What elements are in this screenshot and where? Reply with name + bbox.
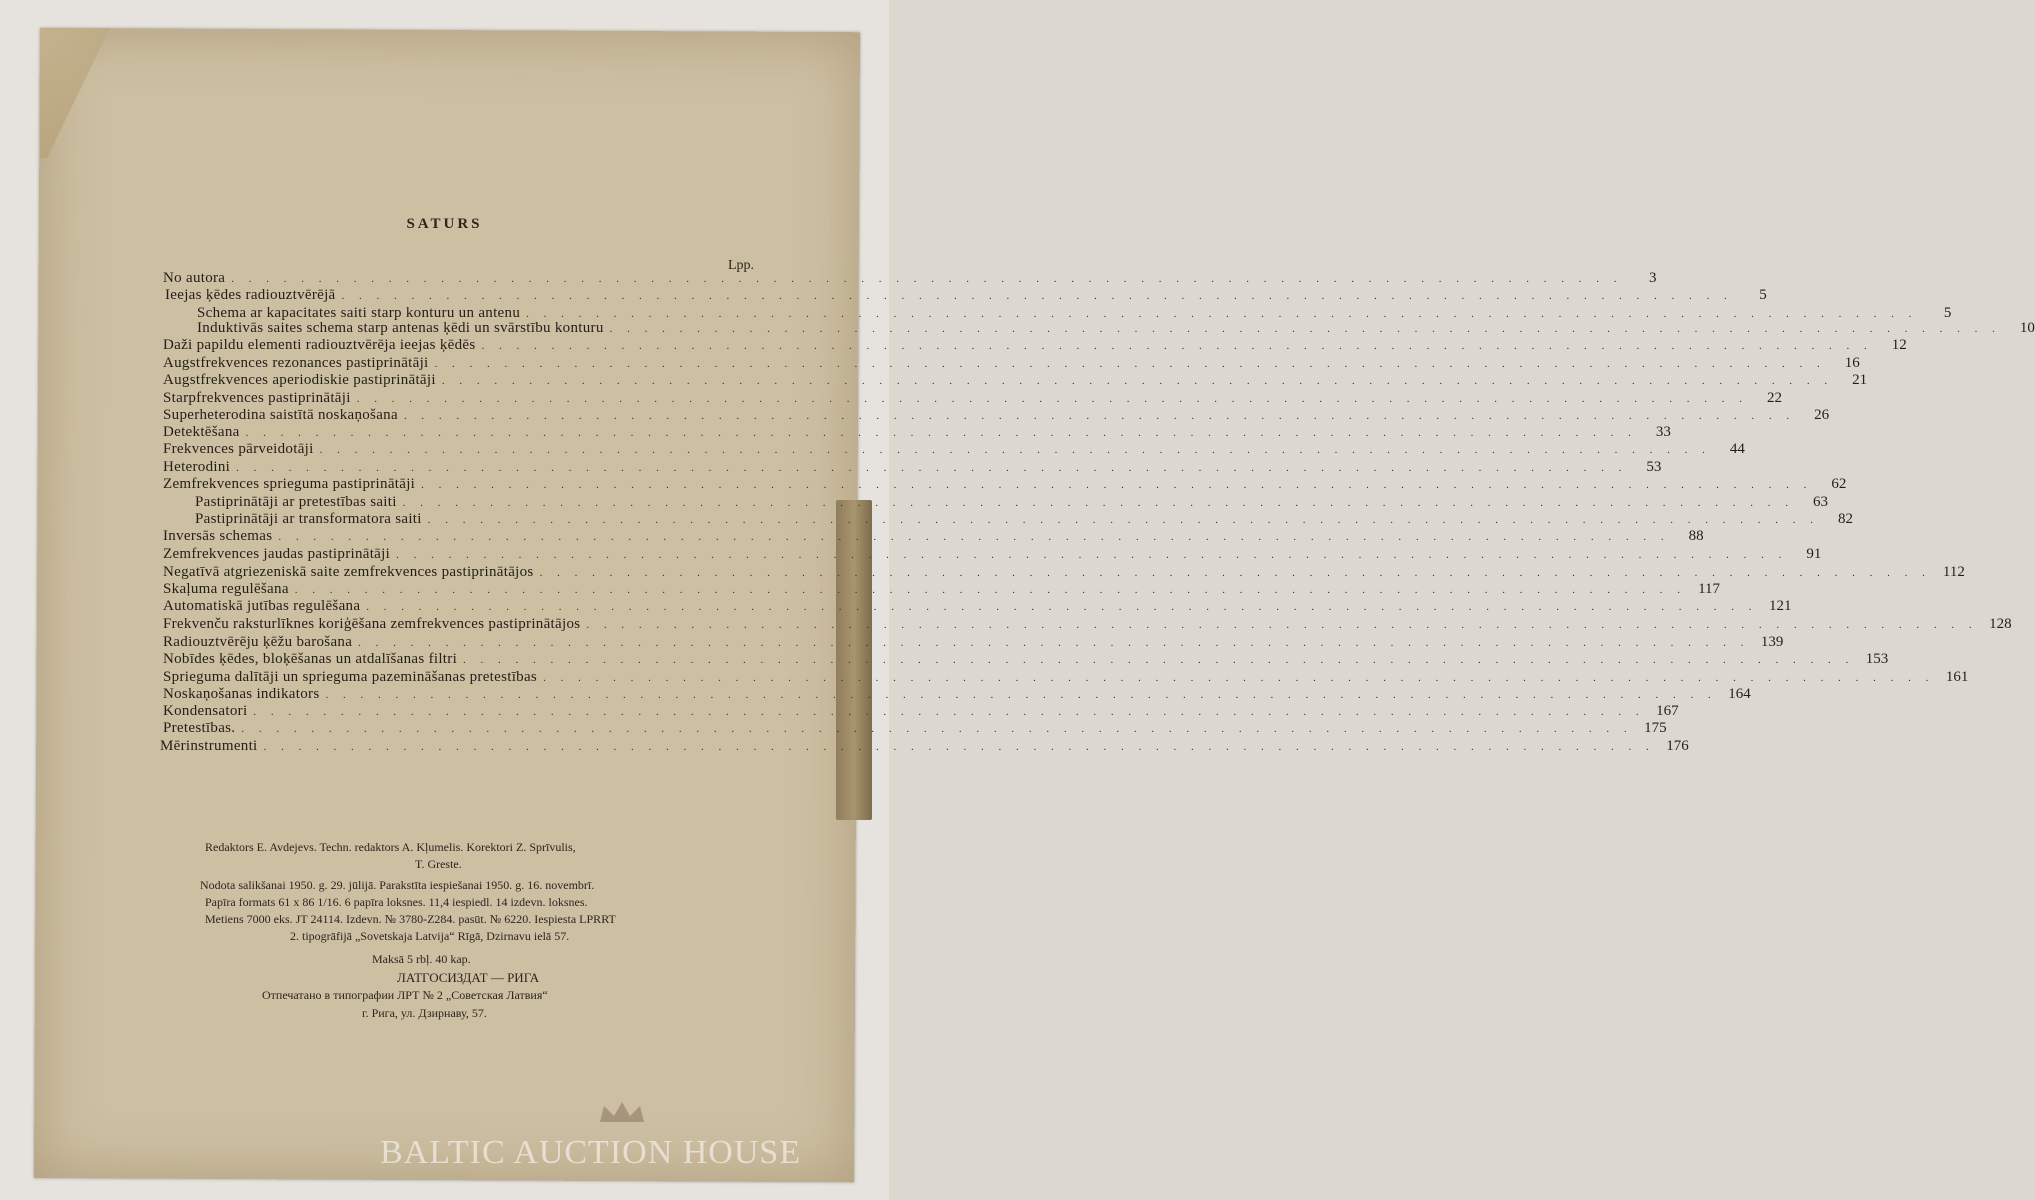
toc-entry <box>165 287 1767 305</box>
toc-entry-page: 167 <box>1656 703 1679 719</box>
toc-entry-page: 12 <box>1891 337 1907 353</box>
toc-entry-label: Sprieguma dalītāji un sprieguma pazemināšanas pretestības <box>163 669 538 685</box>
toc-entry-page: 176 <box>1666 738 1689 754</box>
toc-entry-page: 21 <box>1852 372 1868 388</box>
leader-dots: . . . . . . . . . . . . . . . . . . . . . . . . . . . . . . . . . . . . . . . . . . . . . . . . . . . . . . . . . . . . . . . . . . . . . . . . . . . . . . . . <box>421 479 1813 491</box>
leader-dots: . . . . . . . . . . . . . . . . . . . . . . . . . . . . . . . . . . . . . . . . . . . . . . . . . . . . . . . . . . . . . . . . . . . . . . . . . . . . . . . . <box>356 393 1748 405</box>
leader-dots: . . . . . . . . . . . . . . . . . . . . . . . . . . . . . . . . . . . . . . . . . . . . . . . . . . . . . . . . . . . . . . . . . . . . . . . . . . . . . . . . <box>586 619 1978 631</box>
leader-dots: . . . . . . . . . . . . . . . . . . . . . . . . . . . . . . . . . . . . . . . . . . . . . . . . . . . . . . . . . . . . . . . . . . . . . . . . . . . . . . . . <box>294 584 1687 596</box>
toc-entry-label: Noskaņošanas indikators <box>163 686 320 702</box>
leader-dots: . . . . . . . . . . . . . . . . . . . . . . . . . . . . . . . . . . . . . . . . . . . . . . . . . . . . . . . . . . . . . . . . . . . . . . . . . . . . . . . . <box>366 601 1758 613</box>
leader-dots: . . . . . . . . . . . . . . . . . . . . . . . . . . . . . . . . . . . . . . . . . . . . . . . . . . . . . . . . . . . . . . . . . . . . . . . . . . . . . . . . <box>236 462 1628 474</box>
leader-dots: . . . . . . . . . . . . . . . . . . . . . . . . . . . . . . . . . . . . . . . . . . . . . . . . . . . . . . . . . . . . . . . . . . . . . . . . . . . . . . . . <box>543 672 1935 684</box>
toc-entry <box>163 372 1868 390</box>
toc-entry <box>163 669 1969 687</box>
toc-entry <box>163 686 1751 704</box>
imprint-line: Отпечатано в типографии ЛРТ № 2 „Советская Латвия“ <box>262 988 548 1002</box>
toc-entry <box>163 598 1792 616</box>
toc-entry <box>163 564 1965 582</box>
watermark-text: BALTIC AUCTION HOUSE <box>380 1134 802 1171</box>
toc-entry-label: Zemfrekvences sprieguma pastiprinātāji <box>163 476 416 492</box>
toc-entry-page: 175 <box>1644 720 1667 736</box>
toc-entry-label: Zemfrekvences jaudas pastiprinātāji <box>163 546 391 562</box>
toc-entry-label: Mērinstrumenti <box>160 738 258 754</box>
toc-entry-label: Schema ar kapacitates saiti starp konturu un antenu <box>197 305 521 321</box>
toc-entry <box>163 528 1704 546</box>
toc-entry-page: 33 <box>1655 424 1671 440</box>
toc-entry-label: Frekvenču raksturlīknes koriģēšana zemfrekvences pastiprinātājos <box>163 616 581 632</box>
leader-dots: . . . . . . . . . . . . . . . . . . . . . . . . . . . . . . . . . . . . . . . . . . . . . . . . . . . . . . . . . . . . . . . . . . . . . . . . . . . . . . . . <box>609 323 2001 335</box>
toc-entry-page: 63 <box>1812 494 1828 510</box>
toc-entry <box>163 651 1889 669</box>
toc-entry-label: Starpfrekvences pastiprinātāji <box>163 390 351 406</box>
toc-entry-page: 153 <box>1865 651 1889 667</box>
leader-dots: . . . . . . . . . . . . . . . . . . . . . . . . . . . . . . . . . . . . . . . . . . . . . . . . . . . . . . . . . . . . . . . . . . . . . . . . . . . . . . . . <box>481 340 1873 352</box>
toc-entry-page: 88 <box>1688 528 1704 544</box>
toc-entry-label: Automatiskā jutības regulēšana <box>163 598 361 614</box>
toc-entry <box>163 337 1907 355</box>
imprint-line: г. Рига, ул. Дзирнаву, 57. <box>362 1006 487 1020</box>
leader-dots: . . . . . . . . . . . . . . . . . . . . . . . . . . . . . . . . . . . . . . . . . . . . . . . . . . . . . . . . . . . . . . . . . . . . . . . . . . . . . . . . <box>278 531 1670 543</box>
imprint-line: Papīra formats 61 x 86 1/16. 6 papīra loksnes. 11,4 iespiedl. 14 izdevn. loksnes. <box>205 895 588 909</box>
toc-entry-label: Heterodini <box>163 459 231 475</box>
toc-entry-page: 3 <box>1649 270 1657 286</box>
toc-entry <box>163 703 1679 721</box>
toc-entry-page: 16 <box>1844 355 1860 371</box>
imprint-line: Maksā 5 rbļ. 40 kap. <box>372 952 471 966</box>
leader-dots: . . . . . . . . . . . . . . . . . . . . . . . . . . . . . . . . . . . . . . . . . . . . . . . . . . . . . . . . . . . . . . . . . . . . . . . . . . . . . . . . <box>319 444 1711 456</box>
toc-entry-label: No autora <box>163 270 226 286</box>
imprint-line: Redaktors E. Avdejevs. Techn. redaktors A. Kļumelis. Korektori Z. Sprīvulis, <box>205 840 576 854</box>
toc-entry-page: 117 <box>1698 581 1721 597</box>
toc-entry <box>160 738 1689 756</box>
leader-dots: . . . . . . . . . . . . . . . . . . . . . . . . . . . . . . . . . . . . . . . . . . . . . . . . . . . . . . . . . . . . . . . . . . . . . . . . . . . . . . . . <box>358 637 1750 649</box>
toc-heading: SATURS <box>406 216 483 232</box>
toc-entry-label: Nobīdes ķēdes, bloķēšanas un atdalīšanas filtri <box>163 651 458 667</box>
imprint-line: T. Greste. <box>415 857 462 871</box>
leader-dots: . . . . . . . . . . . . . . . . . . . . . . . . . . . . . . . . . . . . . . . . . . . . . . . . . . . . . . . . . . . . . . . . . . . . . . . . . . . . . . . . <box>396 549 1788 561</box>
toc-entry-label: Superheterodina saistītā noskaņošana <box>163 407 398 423</box>
imprint-line: 2. tipogrāfijā „Sovetskaja Latvija“ Rīgā, Dzirnavu ielā 57. <box>290 929 570 943</box>
leader-dots: . . . . . . . . . . . . . . . . . . . . . . . . . . . . . . . . . . . . . . . . . . . . . . . . . . . . . . . . . . . . . . . . . . . . . . . . . . . . . . . . <box>463 654 1855 666</box>
leader-dots: . . . . . . . . . . . . . . . . . . . . . . . . . . . . . . . . . . . . . . . . . . . . . . . . . . . . . . . . . . . . . . . . . . . . . . . . . . . . . . . . <box>427 514 1819 526</box>
leader-dots: . . . . . . . . . . . . . . . . . . . . . . . . . . . . . . . . . . . . . . . . . . . . . . . . . . . . . . . . . . . . . . . . . . . . . . . . . . . . . . . . <box>341 290 1733 302</box>
toc-entry-page: 112 <box>1942 564 1965 580</box>
leader-dots: . . . . . . . . . . . . . . . . . . . . . . . . . . . . . . . . . . . . . . . . . . . . . . . . . . . . . . . . . . . . . . . . . . . . . . . . . . . . . . . . <box>441 375 1834 387</box>
toc-entry-label: Induktivās saites schema starp antenas ķēdi un svārstību konturu <box>197 320 604 336</box>
toc-entry-label: Daži papildu elementi radiouztvērēja ieejas ķēdēs <box>163 337 476 353</box>
toc-entry-page: 128 <box>1989 616 2012 632</box>
toc-entry <box>163 720 1667 738</box>
toc-entry-label: Skaļuma regulēšana <box>163 581 289 597</box>
toc-entry-page: 44 <box>1729 441 1745 457</box>
toc-entry-label: Augstfrekvences aperiodiskie pastiprinātāji <box>163 372 436 388</box>
toc-entry <box>163 424 1671 442</box>
leader-dots: . . . . . . . . . . . . . . . . . . . . . . . . . . . . . . . . . . . . . . . . . . . . . . . . . . . . . . . . . . . . . . . . . . . . . . . . . . . . . . . . <box>325 689 1717 701</box>
toc-entry-page: 139 <box>1760 634 1784 650</box>
toc-entry-page: 164 <box>1728 686 1751 702</box>
toc-entry-label: Kondensatori <box>163 703 248 719</box>
toc-entry-page: 62 <box>1831 476 1847 492</box>
toc-entry-page: 26 <box>1814 407 1830 423</box>
toc-entry-page: 161 <box>1945 669 1969 685</box>
toc-entry <box>163 581 1721 599</box>
toc-entry-page: 53 <box>1646 459 1662 475</box>
toc-entry <box>163 390 1782 408</box>
toc-entry <box>195 494 1828 512</box>
toc-entry <box>163 459 1662 477</box>
toc-entry <box>163 407 1830 425</box>
toc-entry-page: 121 <box>1769 598 1792 614</box>
toc-entry-label: Pretestības. <box>163 720 236 736</box>
toc-entry-page: 5 <box>1759 287 1767 303</box>
toc-entry-page: 10 <box>2019 320 2035 336</box>
toc-entry-label: Negatīvā atgriezeniskā saite zemfrekvences pastiprinātājos <box>163 564 534 580</box>
leader-dots: . . . . . . . . . . . . . . . . . . . . . . . . . . . . . . . . . . . . . . . . . . . . . . . . . . . . . . . . . . . . . . . . . . . . . . . . . . . . . . . . <box>263 741 1655 753</box>
toc-entry-page: 22 <box>1766 390 1782 406</box>
toc-entry <box>163 355 1860 373</box>
toc-entry <box>163 546 1822 564</box>
leader-dots: . . . . . . . . . . . . . . . . . . . . . . . . . . . . . . . . . . . . . . . . . . . . . . . . . . . . . . . . . . . . . . . . . . . . . . . . . . . . . . . . <box>253 706 1645 718</box>
toc-entry <box>197 320 2035 338</box>
toc-entry-page: 5 <box>1943 305 1952 321</box>
leader-dots: . . . . . . . . . . . . . . . . . . . . . . . . . . . . . . . . . . . . . . . . . . . . . . . . . . . . . . . . . . . . . . . . . . . . . . . . . . . . . . . . <box>526 308 1918 320</box>
toc-entry-label: Radiouztvērēju ķēžu barošana <box>163 634 353 650</box>
leader-dots: . . . . . . . . . . . . . . . . . . . . . . . . . . . . . . . . . . . . . . . . . . . . . . . . . . . . . . . . . . . . . . . . . . . . . . . . . . . . . . . . <box>434 358 1826 370</box>
imprint-line: Metiens 7000 eks. JT 24114. Izdevn. № 3780-Z284. pasūt. № 6220. Iespiesta LPRRT <box>205 912 616 926</box>
toc-entry-page: 82 <box>1838 511 1853 527</box>
leader-dots: . . . . . . . . . . . . . . . . . . . . . . . . . . . . . . . . . . . . . . . . . . . . . . . . . . . . . . . . . . . . . . . . . . . . . . . . . . . . . . . . <box>241 723 1633 735</box>
toc-entry-label: Frekvences pārveidotāji <box>163 441 314 457</box>
toc-entry <box>163 270 1657 288</box>
toc-entry-page: 91 <box>1806 546 1822 562</box>
toc-entry <box>163 476 1847 494</box>
toc-entry-label: Pastiprinātāji ar pretestības saiti <box>195 494 397 510</box>
leader-dots: . . . . . . . . . . . . . . . . . . . . . . . . . . . . . . . . . . . . . . . . . . . . . . . . . . . . . . . . . . . . . . . . . . . . . . . . . . . . . . . . <box>231 273 1623 285</box>
crown-icon <box>596 1100 648 1126</box>
leader-dots: . . . . . . . . . . . . . . . . . . . . . . . . . . . . . . . . . . . . . . . . . . . . . . . . . . . . . . . . . . . . . . . . . . . . . . . . . . . . . . . . <box>402 497 1794 509</box>
leader-dots: . . . . . . . . . . . . . . . . . . . . . . . . . . . . . . . . . . . . . . . . . . . . . . . . . . . . . . . . . . . . . . . . . . . . . . . . . . . . . . . . <box>245 427 1637 439</box>
toc-entry-label: Pastiprinātāji ar transformatora saiti <box>195 511 422 527</box>
toc-entry <box>195 511 1853 529</box>
leader-dots: . . . . . . . . . . . . . . . . . . . . . . . . . . . . . . . . . . . . . . . . . . . . . . . . . . . . . . . . . . . . . . . . . . . . . . . . . . . . . . . . <box>403 410 1796 422</box>
toc-entry-label: Ieejas ķēdes radiouztvērējā <box>165 287 336 303</box>
page-column-label: Lpp. <box>728 258 755 273</box>
leader-dots: . . . . . . . . . . . . . . . . . . . . . . . . . . . . . . . . . . . . . . . . . . . . . . . . . . . . . . . . . . . . . . . . . . . . . . . . . . . . . . . . <box>539 567 1931 579</box>
imprint-line: ЛАТГОСИЗДАТ — РИГА <box>397 970 540 985</box>
toc-entry-label: Detektēšana <box>163 424 240 440</box>
toc-entry <box>163 441 1745 459</box>
toc-entry-label: Inversās schemas <box>163 528 273 544</box>
toc-entry <box>163 634 1784 652</box>
imprint-line: Nodota salikšanai 1950. g. 29. jūlijā. Parakstīta iespiešanai 1950. g. 16. novembrī. <box>200 878 595 892</box>
toc-entry-label: Augstfrekvences rezonances pastiprinātāji <box>163 355 429 371</box>
toc-entry <box>163 616 2012 634</box>
